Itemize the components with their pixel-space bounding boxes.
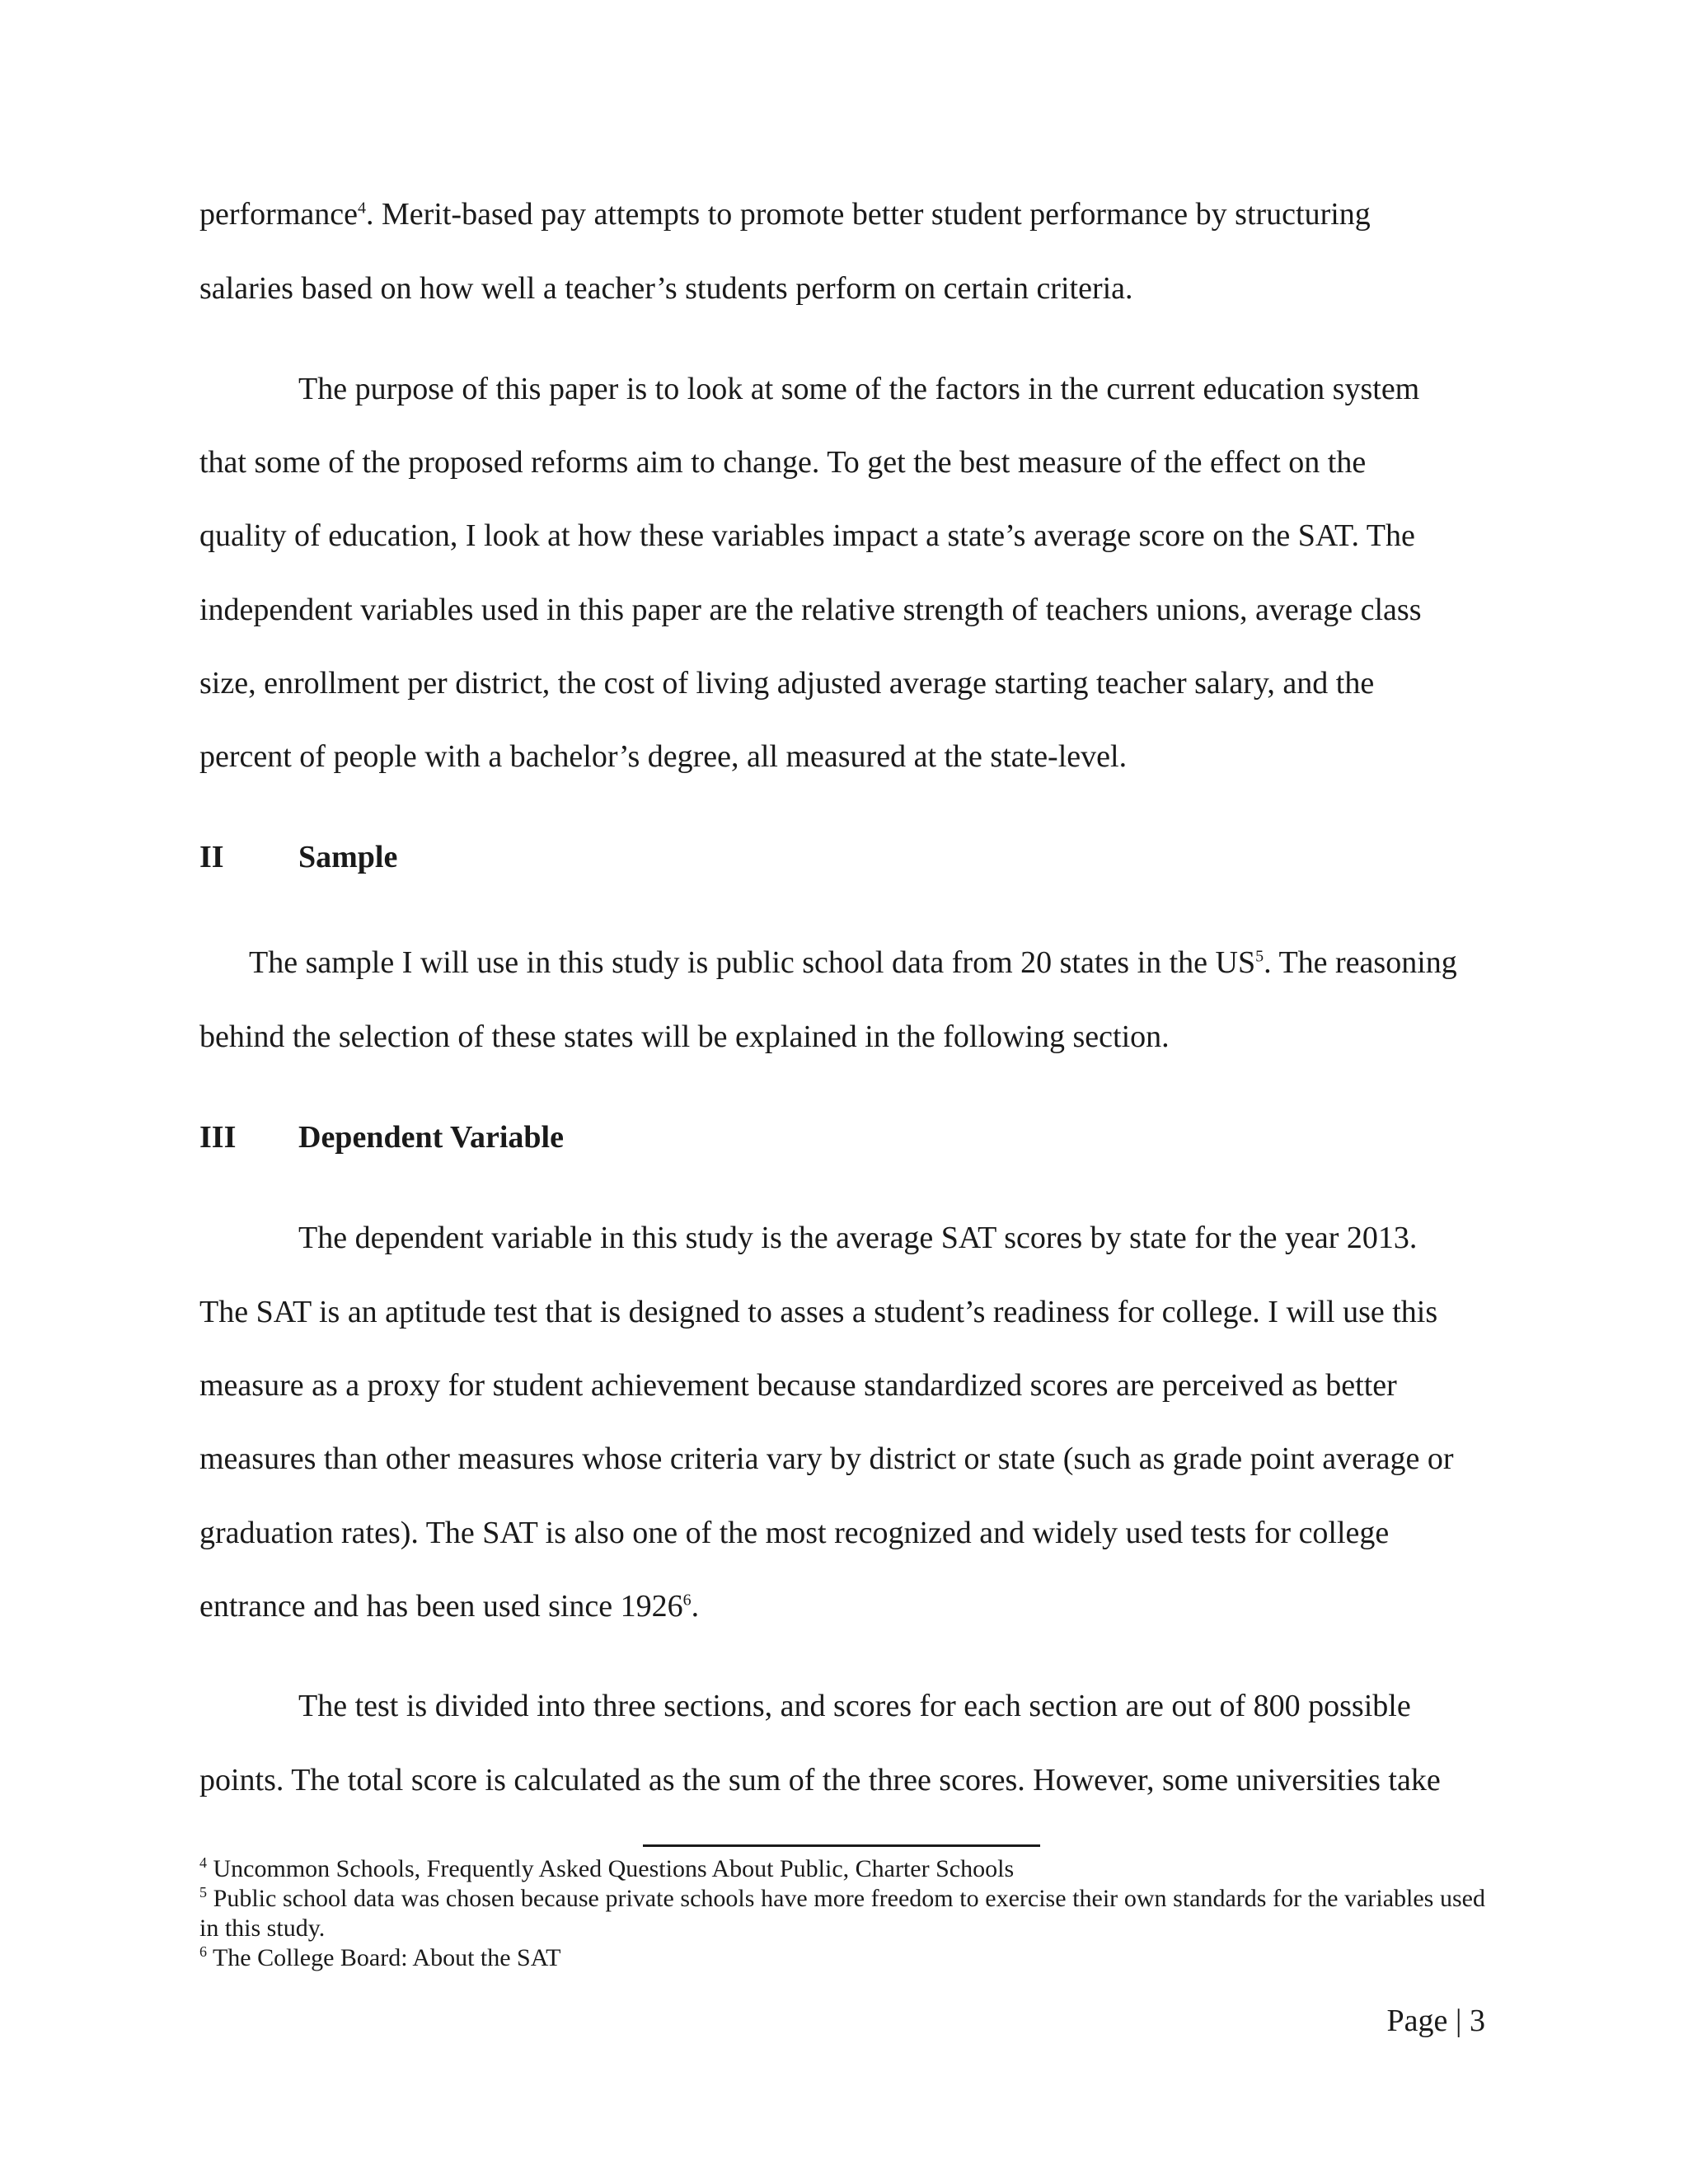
text-run: entrance and has been used since 1926 [199, 1589, 683, 1624]
paragraph-4-line-1: The dependent variable in this study is the average SAT scores by state for the year 2013. [298, 1221, 1418, 1255]
section-heading-sample [199, 837, 397, 877]
paragraph-3-line-2: behind the selection of these states will be explained in the following section. [199, 1019, 1170, 1054]
section-number: III [199, 1120, 237, 1155]
footnote-text: Public school data was chosen because private schools have more freedom to exercise their own standards for the variables used in this study. [199, 1885, 1485, 1942]
text-run: . [691, 1589, 700, 1624]
footnote-number: 4 [199, 1854, 207, 1871]
paragraph-4-line-6 [199, 1586, 699, 1626]
text-run: . The reasoning [1264, 945, 1457, 980]
paragraph-2-line-6: percent of people with a bachelor’s degree, all measured at the state-level. [199, 739, 1128, 774]
section-number: II [199, 840, 224, 874]
paragraph-2-line-2: that some of the proposed reforms aim to change. To get the best measure of the effect on the [199, 445, 1367, 480]
paragraph-2-line-3: quality of education, I look at how these variables impact a state’s average score on the SAT. The [199, 518, 1415, 553]
text-run: The sample I will use in this study is public school data from 20 states in the US [249, 945, 1256, 980]
paragraph-1-line-1 [199, 194, 1371, 234]
footnote-6 [199, 1943, 1485, 1973]
text-run: performance [199, 197, 358, 232]
footnote-5 [199, 1884, 1485, 1943]
footnote-number: 5 [199, 1884, 207, 1900]
text-run: . Merit-based pay attempts to promote better student performance by structuring [366, 197, 1371, 232]
footnote-ref-6[interactable]: 6 [682, 1591, 692, 1610]
paragraph-4-line-5: graduation rates). The SAT is also one of the most recognized and widely used tests for college [199, 1516, 1390, 1550]
footnote-number: 6 [199, 1943, 207, 1960]
footnote-text: Uncommon Schools, Frequently Asked Questions About Public, Charter Schools [207, 1855, 1015, 1882]
footnote-text: The College Board: About the SAT [207, 1944, 561, 1971]
section-heading-dependent-variable [199, 1118, 564, 1157]
paragraph-4-line-4: measures than other measures whose criteria vary by district or state (such as grade point average or [199, 1441, 1454, 1476]
paragraph-4-line-3: measure as a proxy for student achievement because standardized scores are perceived as better [199, 1368, 1397, 1403]
section-title: Dependent Variable [298, 1120, 564, 1155]
paragraph-4-line-2: The SAT is an aptitude test that is designed to asses a student’s readiness for college. I will use this [199, 1295, 1438, 1329]
footnote-4 [199, 1854, 1485, 1884]
footnote-ref-5[interactable]: 5 [1255, 947, 1264, 966]
paragraph-1-line-2: salaries based on how well a teacher’s students perform on certain criteria. [199, 271, 1133, 306]
paragraph-2-line-1: The purpose of this paper is to look at some of the factors in the current education system [298, 372, 1420, 406]
paragraph-3-line-1 [249, 943, 1457, 982]
section-title: Sample [298, 840, 398, 874]
footnote-separator [643, 1844, 1040, 1847]
paragraph-5-line-1: The test is divided into three sections, and scores for each section are out of 800 possible [298, 1689, 1411, 1723]
page-number: Page | 3 [1386, 2004, 1485, 2038]
paragraph-2-line-5: size, enrollment per district, the cost of living adjusted average starting teacher salary, and the [199, 666, 1375, 701]
footnote-ref-4[interactable]: 4 [358, 199, 366, 218]
paragraph-5-line-2: points. The total score is calculated as the sum of the three scores. However, some universities take [199, 1763, 1441, 1797]
paragraph-2-line-4: independent variables used in this paper are the relative strength of teachers unions, average class [199, 593, 1422, 627]
